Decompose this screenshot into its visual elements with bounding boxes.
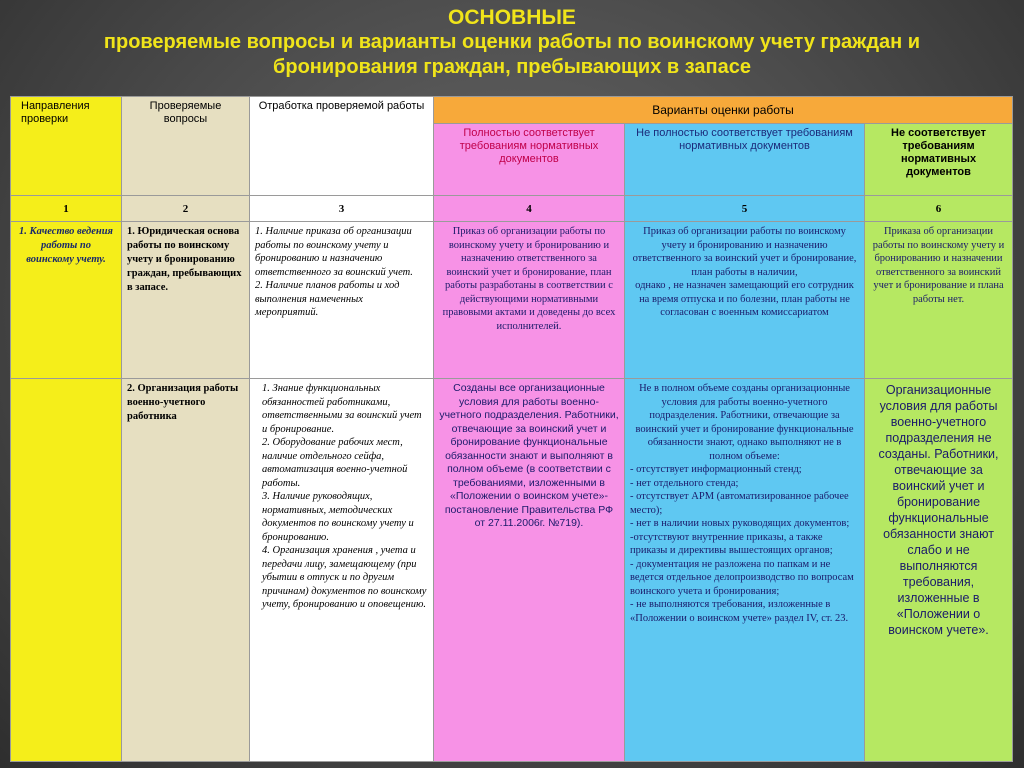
assessment-table: [10, 96, 1013, 762]
row2-partial-intro: Не в полном объеме созданы организационные условия для работы военно-учетного подразделения. Работники, отвечающие за воинский учет и бронирование функциональные обязанности знают, однако выполняют не в полном объеме:: [635, 383, 854, 462]
row1-non-compliant: Приказа об организации работы по воинскому учету и бронированию и назначении ответственного за воинский учет и бронирование и плана работы нет.: [865, 222, 1013, 379]
column-number-6: 6: [865, 196, 1013, 222]
title-line-2: проверяемые вопросы и варианты оценки работы по воинскому учету граждан и: [103, 31, 921, 53]
header-work: Отработка проверяемой работы: [250, 97, 434, 196]
title-line-3: бронирования граждан, пребывающих в запасе: [273, 56, 751, 78]
header-non-compliant: Не соответствует требованиям нормативных документов: [865, 124, 1013, 196]
row2-question: 2. Организация работы военно-учетного работника: [122, 379, 250, 762]
table-row: [11, 222, 1013, 379]
column-number-4: 4: [434, 196, 625, 222]
row1-work: 1. Наличие приказа об организации работы по воинскому учету и бронированию и назначению ответственного за воинский учет. 2. Наличие планов работы и ход выполнения намеченных мероприятий.: [250, 222, 434, 379]
header-assessment-variants: Варианты оценки работы: [434, 97, 1013, 124]
table-row: [11, 379, 1013, 762]
header-directions: Направления проверки: [11, 97, 122, 196]
row1-question: 1. Юридическая основа работы по воинскому учету и бронированию граждан, пребывающих в запасе.: [122, 222, 250, 379]
row1-direction: 1. Качество ведения работы по воинскому учету.: [11, 222, 122, 379]
row2-partially-compliant: [625, 379, 865, 762]
column-number-3: 3: [250, 196, 434, 222]
title-line-1: ОСНОВНЫЕ: [448, 6, 576, 29]
row2-work: 1. Знание функциональных обязанностей работниками, ответственными за воинский учет и бронирование. 2. Оборудование рабочих мест, наличие отдельного сейфа, автоматизация военно-учетной работы. 3. Наличие руководящих, нормативных, методических документов по воинскому учету и бронированию. 4. Организация хранения , учета и передачи лицу, замещающему (при убытии в отпуск и по другим причинам) документов по воинскому учету, бронированию и оповещению.: [250, 379, 434, 762]
column-number-2: 2: [122, 196, 250, 222]
row1-fully-compliant: Приказ об организации работы по воинскому учету и бронированию и назначению ответственного за воинский учет и бронирование, план работы разработаны в соответствии с действующими нормативными правовыми актами и доведены до всех исполнителей.: [434, 222, 625, 379]
column-number-5: 5: [625, 196, 865, 222]
header-questions: Проверяемые вопросы: [122, 97, 250, 196]
header-partially-compliant: Не полностью соответствует требованиям нормативных документов: [625, 124, 865, 196]
row1-partially-compliant: Приказ об организации работы по воинскому учету и бронированию и назначению ответственного за воинский учет и бронирование, план работы в наличии, однако , не назначен замещающий его сотрудник на время отпуска и по болезни, план работы не согласован с военным комиссариатом: [625, 222, 865, 379]
slide-title: [0, 6, 1024, 80]
row2-partial-list: - отсутствует информационный стенд; - нет отдельного стенда; - отсутствует АРМ (автоматизированное рабочее место); - нет в наличии новых руководящих документов; -отсутствуют внутренние приказы, а также приказы и директивы вышестоящих органов; - документация не разложена по папкам и не ведется отдельное делопроизводство по вопросам воинского учета и бронирования; - не выполняются требования, изложенные в «Положении о воинском учете» раздел IV, ст. 23.: [630, 464, 854, 624]
column-number-1: 1: [11, 196, 122, 222]
row2-non-compliant: Организационные условия для работы военно-учетного подразделения не созданы. Работники, отвечающие за воинский учет и бронирование функциональные обязанности знают слабо и не выполняются требования, изложенные в «Положении о воинском учете».: [865, 379, 1013, 762]
row2-direction: [11, 379, 122, 762]
header-fully-compliant: Полностью соответствует требованиям нормативных документов: [434, 124, 625, 196]
row2-fully-compliant: Созданы все организационные условия для работы военно-учетного подразделения. Работники, отвечающие за воинский учет и бронирование функциональные обязанности знают и выполняют в полном объеме (в соответствии с требованиями, изложенными в «Положении о воинском учете»- постановление Правительства РФ от 27.11.2006г. №719).: [434, 379, 625, 762]
